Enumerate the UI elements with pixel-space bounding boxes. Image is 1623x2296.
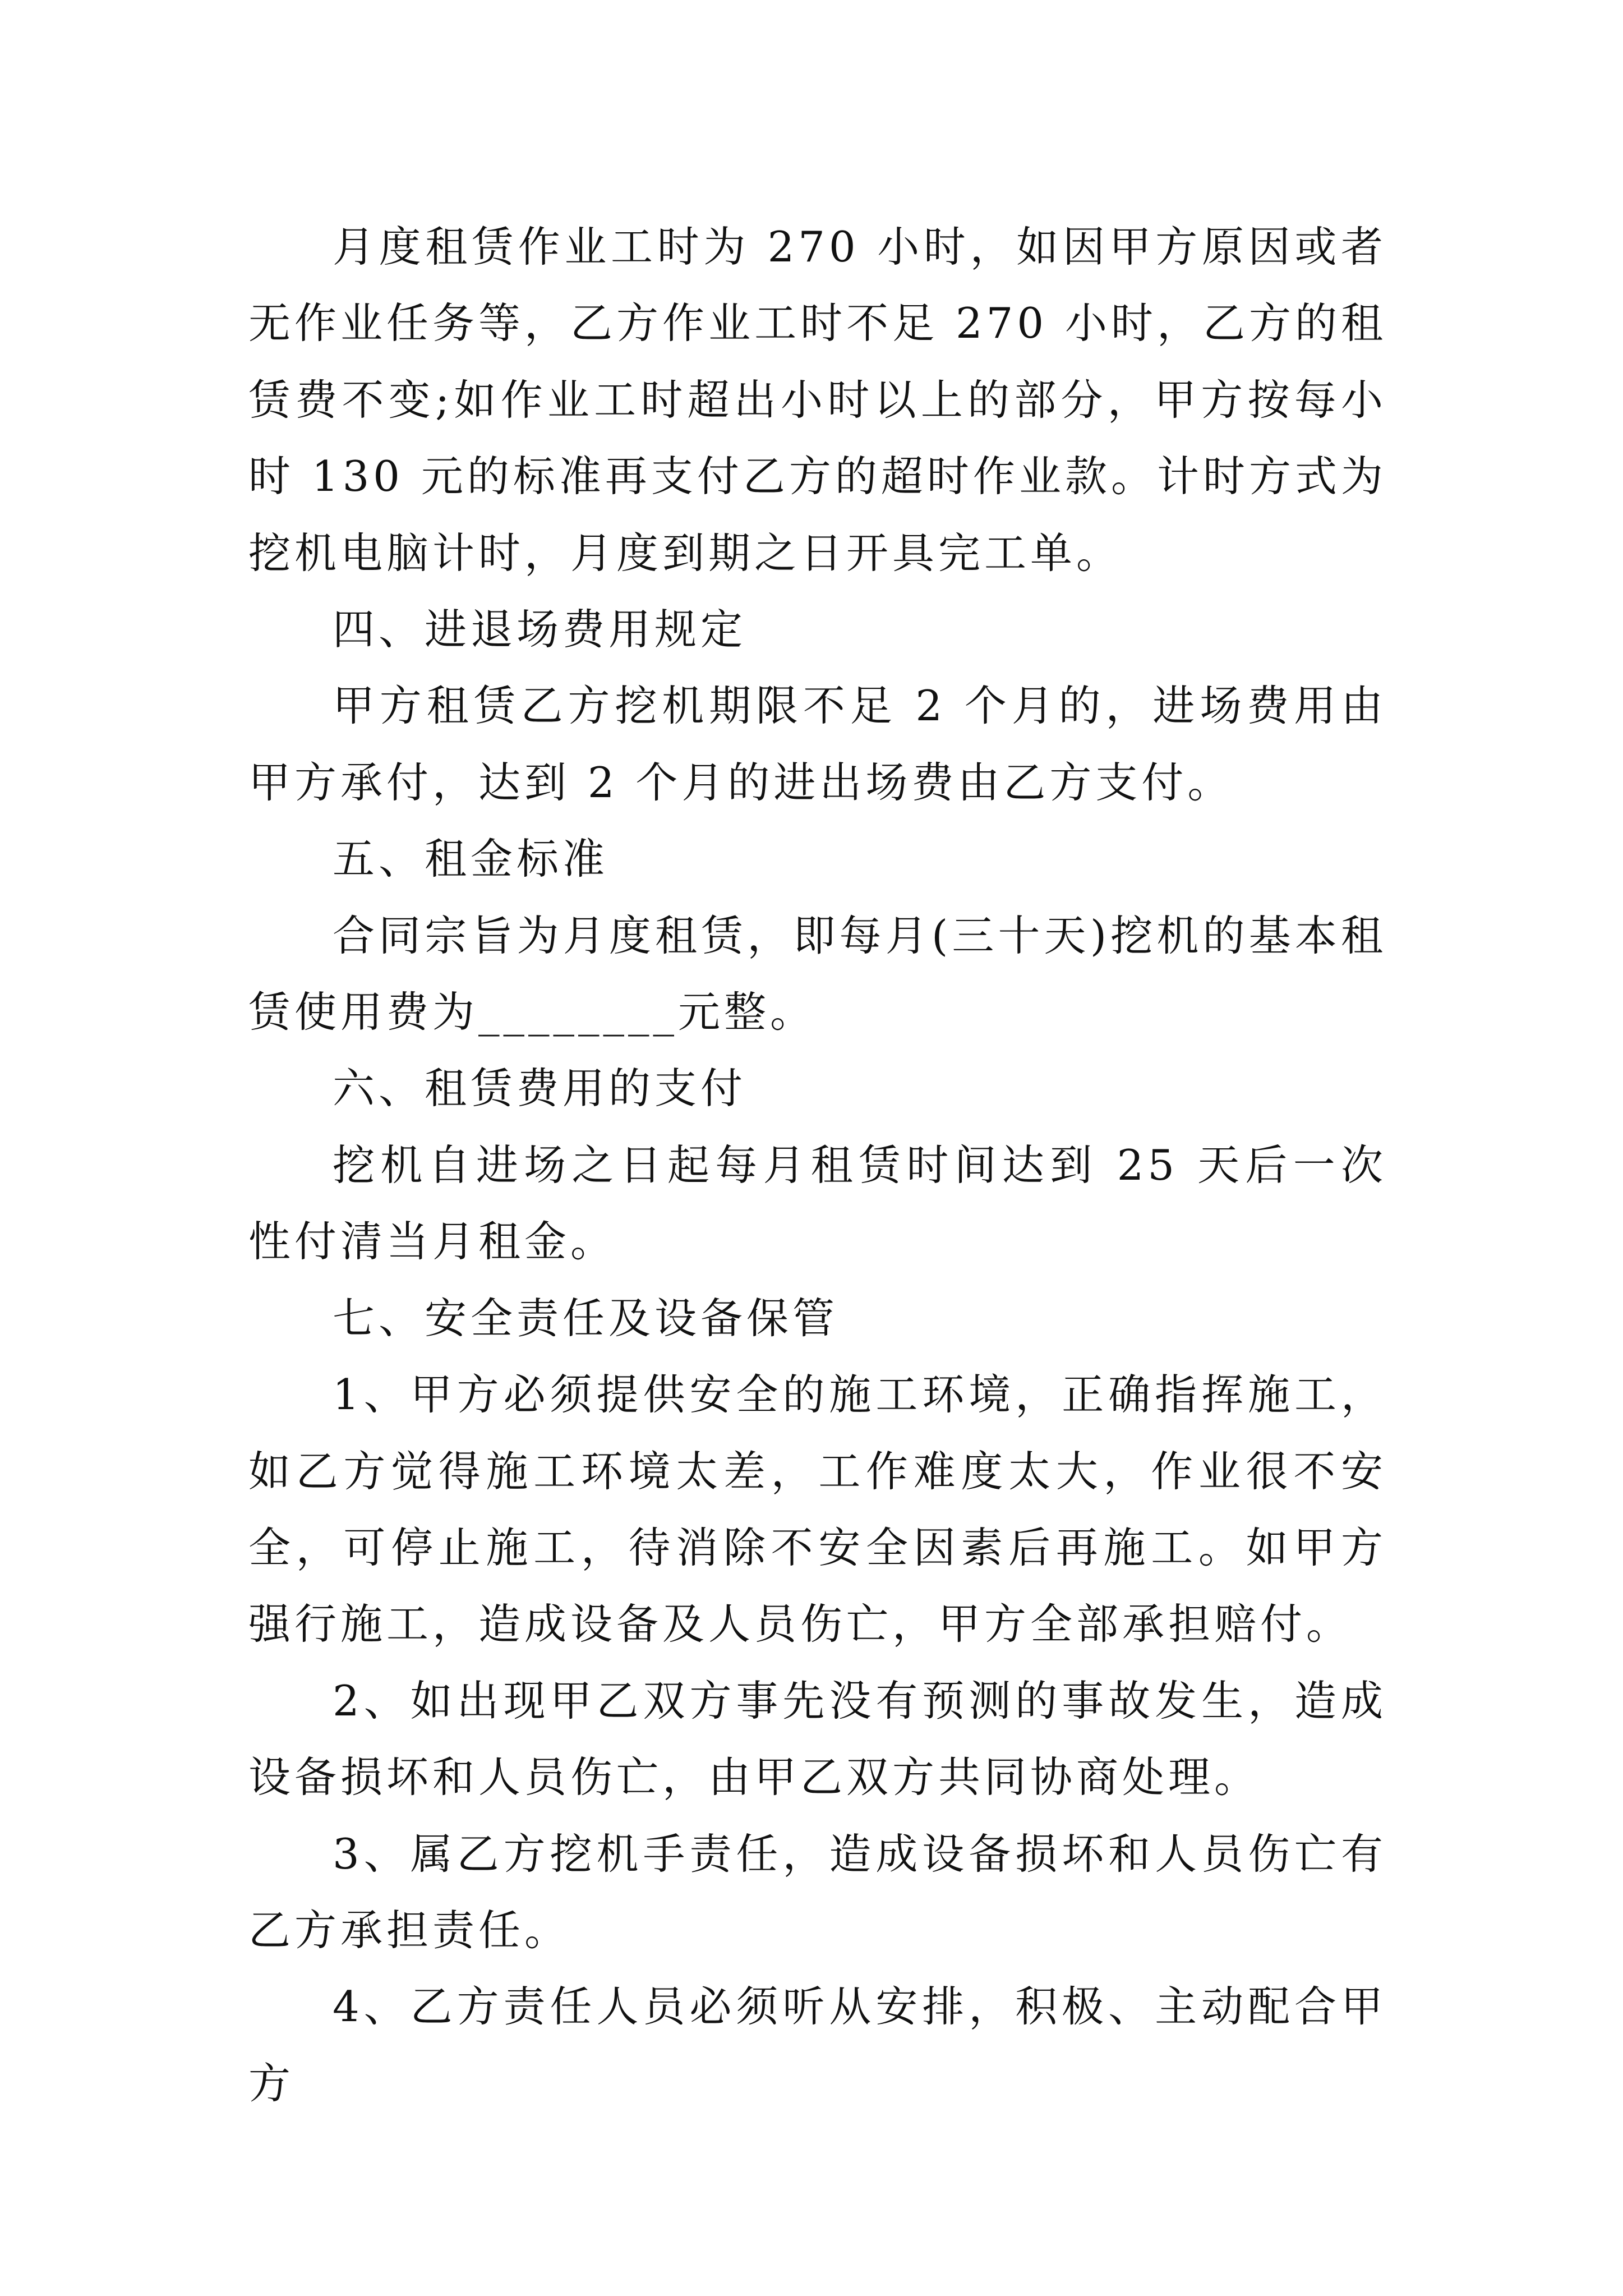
heading-rent-standard: 五、租金标准 bbox=[333, 834, 609, 884]
paragraph-safety-item-4: 4、乙方责任人员必须听从安排，积极、主动配合甲方 bbox=[248, 1982, 1387, 2108]
paragraph-rent-payment: 挖机自进场之日起每月租赁时间达到 25 天后一次性付清当月租金。 bbox=[248, 1140, 1387, 1267]
paragraph-safety-item-1: 1、甲方必须提供安全的施工环境，正确指挥施工，如乙方觉得施工环境太差，工作难度太大，作业很不安全，可停止施工，待消除不安全因素后再施工。如甲方强行施工，造成设备及人员伤亡，甲方全部承担赔付。 bbox=[248, 1370, 1387, 1649]
paragraph-safety-item-3: 3、属乙方挖机手责任，造成设备损坏和人员伤亡有乙方承担责任。 bbox=[248, 1829, 1387, 1955]
paragraph-work-hours: 月度租赁作业工时为 270 小时，如因甲方原因或者无作业任务等，乙方作业工时不足 270 小时，乙方的租赁费不变;如作业工时超出小时以上的部分，甲方按每小时 130 元的标准再支付乙方的超时作业款。计时方式为挖机电脑计时，月度到期之日开具完工单。 bbox=[248, 222, 1387, 578]
paragraph-entry-exit-fees: 甲方租赁乙方挖机期限不足 2 个月的，进场费用由甲方承付，达到 2 个月的进出场费由乙方支付。 bbox=[248, 681, 1387, 807]
heading-rent-payment: 六、租赁费用的支付 bbox=[333, 1064, 747, 1114]
heading-entry-exit-fees: 四、进退场费用规定 bbox=[333, 605, 747, 655]
paragraph-safety-item-2: 2、如出现甲乙双方事先没有预测的事故发生，造成设备损坏和人员伤亡，由甲乙双方共同协商处理。 bbox=[248, 1676, 1387, 1802]
document-body bbox=[248, 209, 1387, 2122]
paragraph-rent-standard: 合同宗旨为月度租赁，即每月(三十天)挖机的基本租赁使用费为________元整。 bbox=[248, 910, 1387, 1037]
heading-safety-responsibility: 七、安全责任及设备保管 bbox=[333, 1293, 839, 1343]
